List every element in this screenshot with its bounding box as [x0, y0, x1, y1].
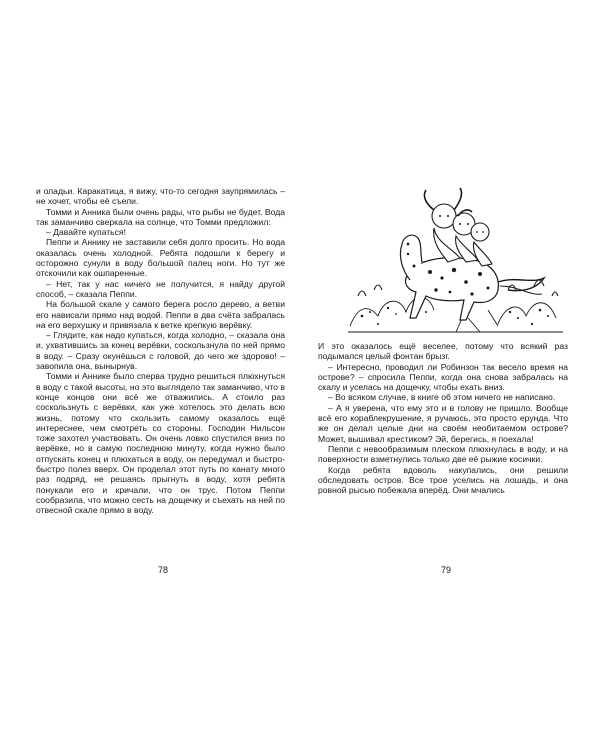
paragraph: – А я уверена, что ему это и в голову не пришло. Вообще всё его кораблекрушение, я ручаюсь, это просто ерунда. Что же он делал целые дни на своём необитаемом острове? Может, вышивал крестиком? Эй, берегись, я поехала!: [318, 402, 568, 444]
paragraph: – Интересно, проводил ли Робинзон так весело время на острове? – спросила Пеппи, когда она снова забралась на скалу и уселась на дощечку, чтобы ехать вниз.: [318, 361, 568, 393]
left-text-column: [36, 186, 285, 516]
paragraph: И это оказалось ещё веселее, потому что всякий раз подымался целый фонтан брызг.: [318, 341, 568, 362]
paragraph: Пеппи и Аннику не заставили себя долго просить. Но вода оказалась очень холодной. Ребята подошли к берегу и осторожно сунули в воду большой палец ноги. Но тут же отскочили как ошпаренные.: [36, 237, 285, 279]
right-page: [300, 0, 600, 750]
paragraph: – Во всяком случае, в книге об этом ничего не написано.: [328, 392, 556, 403]
left-page-number: 78: [157, 565, 168, 575]
paragraph: Томми и Аннике было сперва трудно решиться плюхнуться в воду с такой высоты, но это выглядело так заманчиво, что в конце концов они всё же отважились. А стоило раз соскользнуть с верёвки, как уже хотелось это делать всю жизнь, потому что скользить самому оказалось ещё интереснее, чем смотреть со стороны. Господин Нильсон тоже захотел участвовать. Он очень ловко спустился вниз по верёвке, но в самую последнюю минуту, когда нужно было отпускать конец и плюхаться в воду, он передумал и быстро-быстро полез вверх. Он проделал этот путь по канату много раз подряд, не решаясь прыгнуть в воду, хотя ребята понукали его и кричали, что он трус. Потом Пеппи сообразила, что можно сесть на дощечку и съехать на ней по отвесной скале прямо в воду.: [36, 371, 285, 516]
paragraph: Пеппи с невообразимым плеском плюхнулась в воду, и на поверхности взметнулись только две её рыжие косички.: [318, 443, 568, 465]
paragraph: – Глядите, как надо купаться, когда холодно, – сказала она и, ухватившись за конец верёвки, соскользнула по ней прямо в воду. – Сразу окунёшься с головой, до чего же здорово! – завопила она, вынырнув.: [36, 330, 285, 372]
paragraph: – Нет, так у нас ничего не получится, я найду другой способ, – сказала Пеппи.: [36, 278, 285, 299]
illustration-children-riding-horse: [348, 186, 563, 334]
right-text-column: [318, 341, 568, 495]
paragraph: – Давайте купаться!: [46, 227, 126, 238]
right-page-number: 79: [440, 565, 451, 575]
paragraph: и оладьи. Каракатица, я вижу, что-то сегодня заупрямилась – не хочет, чтобы её съели.: [36, 186, 285, 207]
paragraph: На большой скале у самого берега росло дерево, а ветви его нависали прямо над водой. Пеппи в два счёта забралась на его верхушку и привязала к ветке крепкую верёвку.: [36, 299, 285, 330]
paragraph: Когда ребята вдоволь накупались, они решили обследовать остров. Все трое уселись на лошадь, и она ровной рысью побежала вперёд. Они мчались: [318, 464, 568, 496]
paragraph: Томми и Анника были очень рады, что рыбы не будет. Вода так заманчиво сверкала на солнце, что Томми предложил:: [36, 206, 285, 227]
